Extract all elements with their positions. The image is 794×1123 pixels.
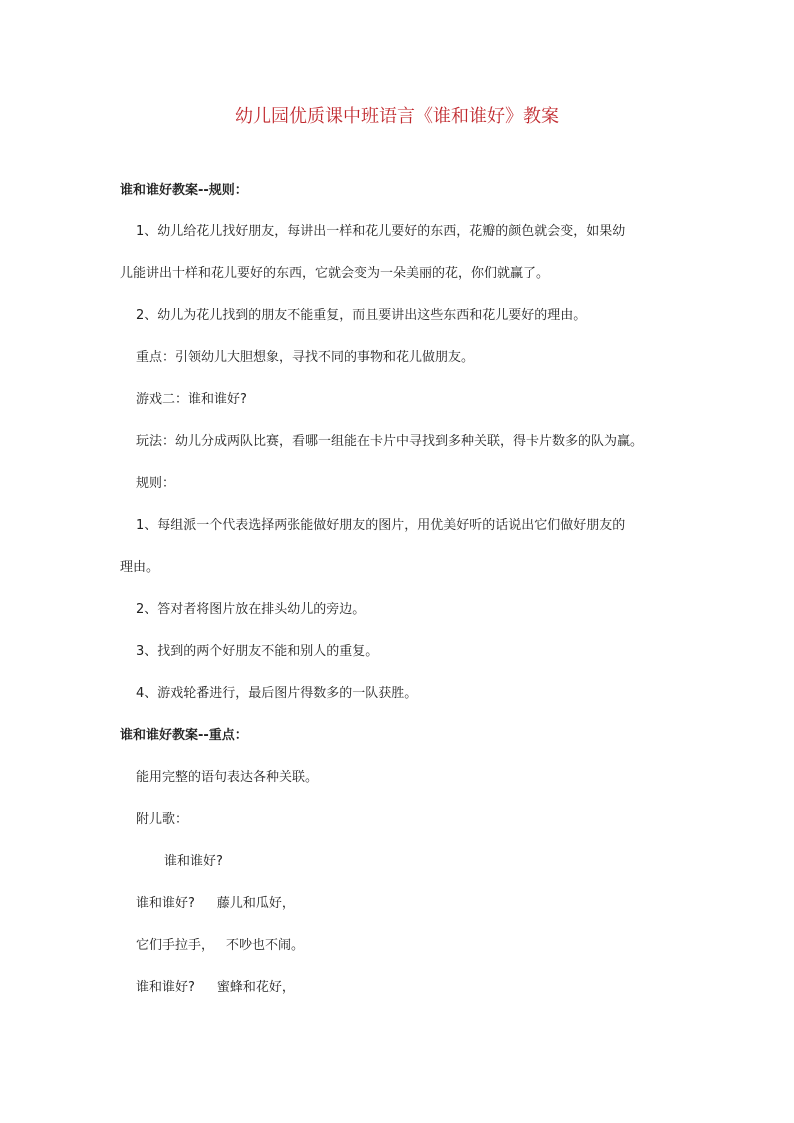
key-point: 重点：引领幼儿大胆想象，寻找不同的事物和花儿做朋友。 <box>136 350 475 365</box>
poem-title: 谁和谁好? <box>164 854 223 869</box>
poem-line-2 <box>136 936 304 956</box>
game-rule-1-line-1: 1、每组派一个代表选择两张能做好朋友的图片，用优美好听的话说出它们做好朋友的 <box>136 518 626 533</box>
section-heading-key-points: 谁和谁好教案--重点： <box>120 728 248 743</box>
section-heading-rules: 谁和谁好教案--规则： <box>120 183 248 198</box>
game-two-title: 游戏二：谁和谁好? <box>136 392 247 407</box>
poem-line-1-part-b: 藤儿和瓜好， <box>216 896 295 911</box>
rules-label: 规则： <box>136 476 176 491</box>
game-rule-1-line-2: 理由。 <box>120 560 160 575</box>
rule-2: 2、幼儿为花儿找到的朋友不能重复，而且要讲出这些东西和花儿要好的理由。 <box>136 308 587 323</box>
poem-line-3-part-b: 蜜蜂和花好， <box>216 980 295 995</box>
document-title: 幼儿园优质课中班语言《谁和谁好》教案 <box>235 106 559 127</box>
rule-1-line-2: 儿能讲出十样和花儿要好的东西，它就会变为一朵美丽的花，你们就赢了。 <box>120 266 550 281</box>
game-rule-2: 2、答对者将图片放在排头幼儿的旁边。 <box>136 602 366 617</box>
poem-line-2-part-b: 不吵也不闹。 <box>226 938 305 953</box>
play-method: 玩法：幼儿分成两队比赛，看哪一组能在卡片中寻找到多种关联，得卡片数多的队为赢。 <box>136 434 644 449</box>
rule-1-line-1: 1、幼儿给花儿找好朋友，每讲出一样和花儿要好的东西，花瓣的颜色就会变，如果幼 <box>136 224 626 239</box>
key-points-text: 能用完整的语句表达各种关联。 <box>136 770 319 785</box>
appendix-label: 附儿歌： <box>136 812 189 827</box>
poem-line-3-part-a: 谁和谁好? <box>136 980 195 995</box>
poem-line-2-part-a: 它们手拉手， <box>136 938 215 953</box>
game-rule-3: 3、找到的两个好朋友不能和别人的重复。 <box>136 644 379 659</box>
poem-line-1-part-a: 谁和谁好? <box>136 896 195 911</box>
game-rule-4: 4、游戏轮番进行，最后图片得数多的一队获胜。 <box>136 686 418 701</box>
poem-line-1 <box>136 894 295 914</box>
poem-line-3 <box>136 978 295 998</box>
